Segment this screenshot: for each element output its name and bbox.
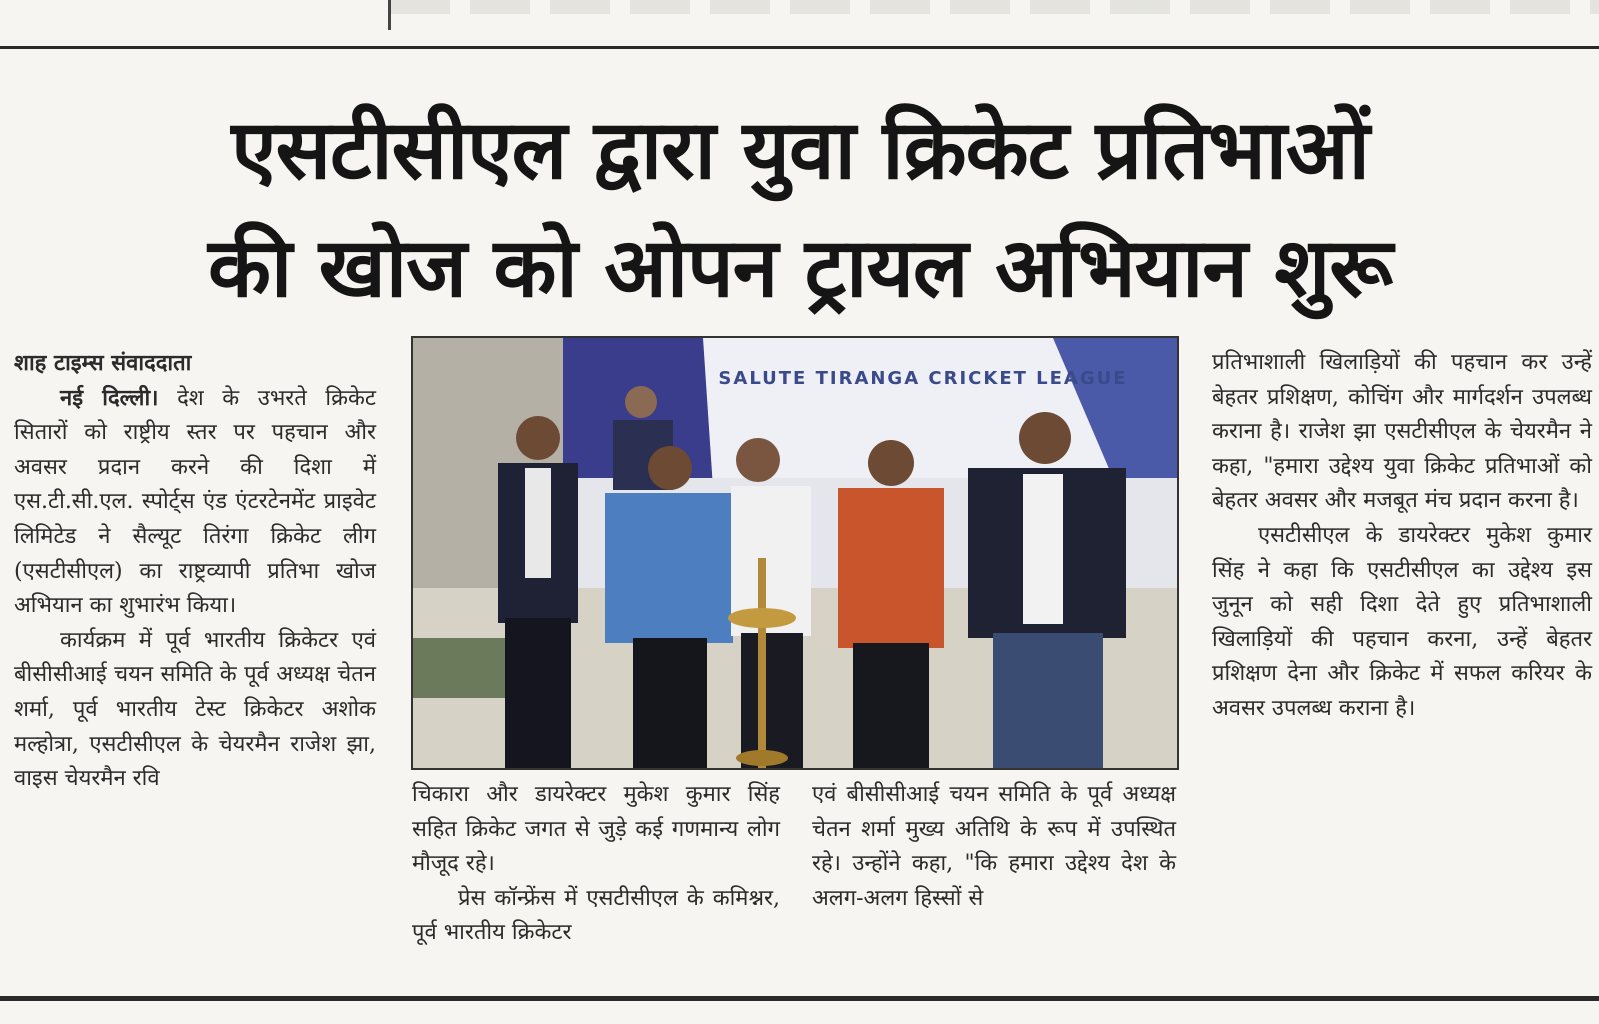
photo-banner-text: SALUTE TIRANGA CRICKET LEAGUE (718, 368, 1128, 389)
paragraph-text: देश के उभरते क्रिकेट सितारों को राष्ट्रीय स्तर पर पहचान और अवसर प्रदान करने की दिशा में एस.टी.सी.एल. स्पोर्ट्स एंड एंटरटेनमेंट प्राइवेट लिमिटेड ने सैल्यूट तिरंगा क्रिकेट लीग (एसटीसीएल) का राष्ट्रव्यापी प्रतिभा खोज अभियान का शुभारंभ किया। (14, 385, 376, 619)
top-rule (0, 46, 1599, 49)
paragraph: एसटीसीएल के डायरेक्टर मुकेश कुमार सिंह ने कहा कि एसटीसीएल का उद्देश्य इस जुनून को सही दिशा देते हुए प्रतिभाशाली खिलाड़ियों की पहचान करना, उन्हें बेहतर प्रशिक्षण देना और क्रिकेट में सफल करियर के अवसर उपलब्ध कराना है। (1212, 522, 1592, 721)
article-column-2 (412, 778, 780, 951)
person-1 (498, 416, 578, 768)
paragraph (14, 381, 376, 624)
article-column-3 (812, 778, 1176, 916)
person-3 (731, 438, 811, 768)
dateline: नई दिल्ली। (60, 384, 159, 411)
paragraph: प्रतिभाशाली खिलाड़ियों की पहचान कर उन्हें बेहतर प्रशिक्षण, कोचिंग और मार्गदर्शन उपलब्ध कराना है। राजेश झा एसटीसीएल के चेयरमैन ने कहा, "हमारा उद्देश्य युवा क्रिकेट प्रतिभाओं को बेहतर अवसर और मजबूत मंच प्रदान करना है। (1212, 350, 1592, 514)
headline-line-1: एसटीसीएल द्वारा युवा क्रिकेट प्रतिभाओं (231, 103, 1369, 198)
column-rule-top (388, 0, 391, 30)
event-photo-illustration (413, 338, 1177, 768)
person-4 (838, 440, 944, 768)
paragraph: एवं बीसीसीआई चयन समिति के पूर्व अध्यक्ष चेतन शर्मा मुख्य अतिथि के रूप में उपस्थित रहे। उन्होंने कहा, "कि हमारा उद्देश्य देश के अलग-अलग हिस्सों से (812, 782, 1176, 911)
paragraph: प्रेस कॉन्फ्रेंस में एसटीसीएल के कमिश्नर, पूर्व भारतीय क्रिकेटर (412, 885, 780, 946)
event-photo (411, 336, 1179, 770)
headline (70, 92, 1530, 328)
previous-article-remnant (390, 0, 1599, 14)
bottom-rule (0, 996, 1599, 1001)
article-column-1 (14, 346, 376, 797)
paragraph: कार्यक्रम में पूर्व भारतीय क्रिकेटर एवं बीसीसीआई चयन समिति के पूर्व अध्यक्ष चेतन शर्मा, पूर्व भारतीय टेस्ट क्रिकेटर अशोक मल्होत्रा, एसटीसीएल के चेयरमैन राजेश झा, वाइस चेयरमैन रवि (14, 627, 376, 792)
headline-line-2: की खोज को ओपन ट्रायल अभियान शुरू (208, 221, 1392, 316)
paragraph: चिकारा और डायरेक्टर मुकेश कुमार सिंह सहित क्रिकेट जगत से जुड़े कई गणमान्य लोग मौजूद रहे। (412, 782, 780, 877)
article-column-4 (1212, 346, 1592, 727)
byline: शाह टाइम्स संवाददाता (14, 350, 192, 376)
